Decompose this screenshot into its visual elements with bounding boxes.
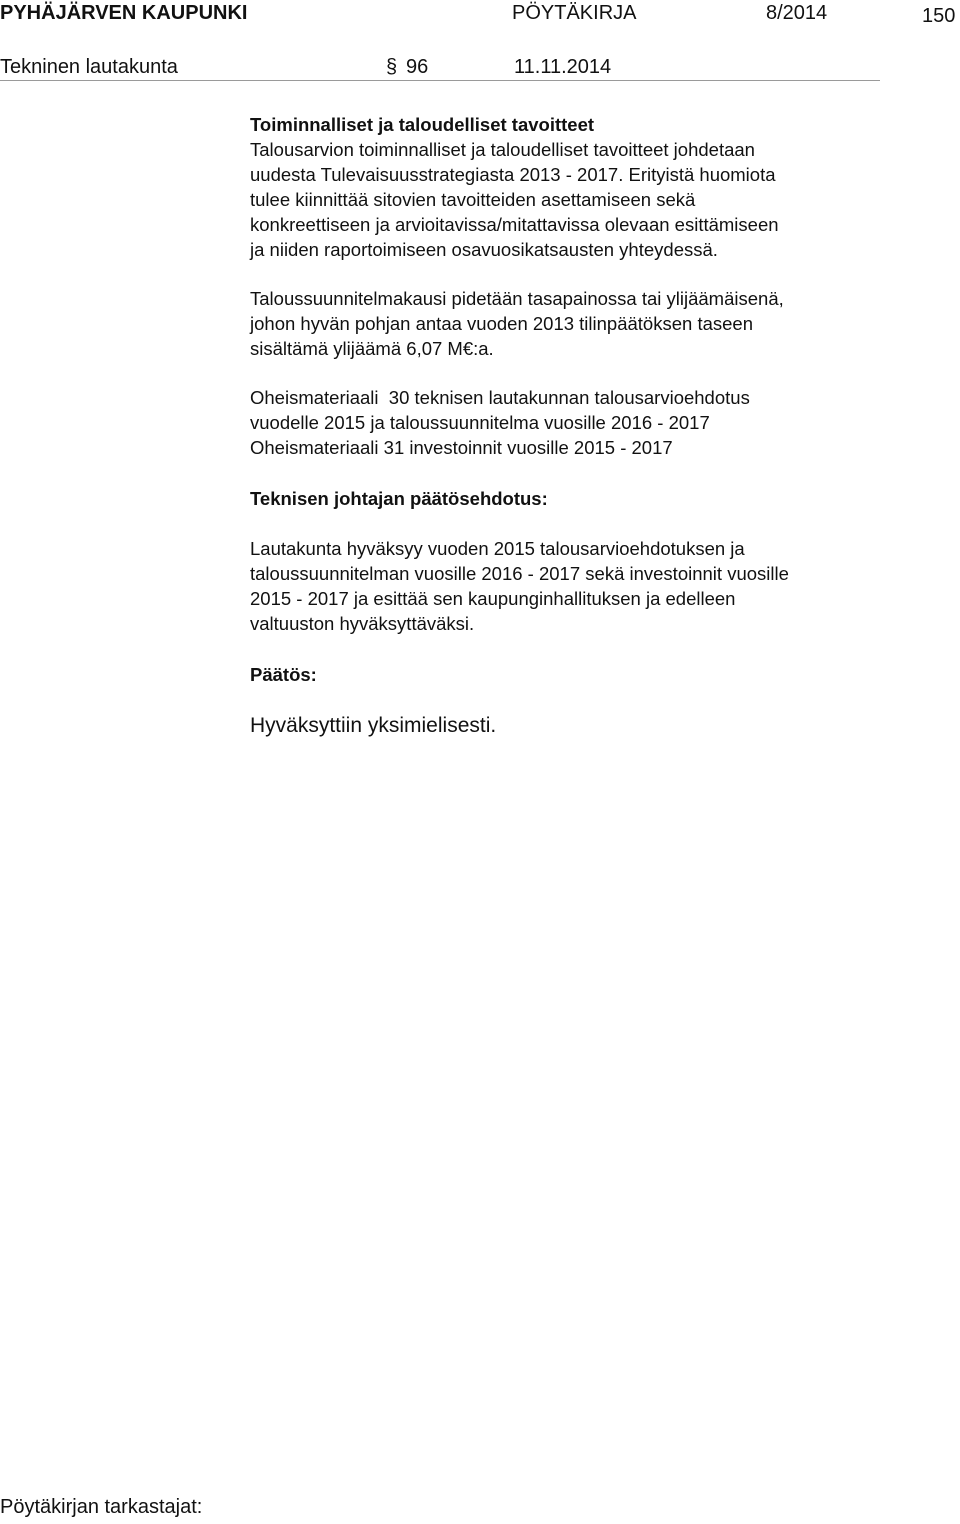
header-divider — [0, 80, 880, 81]
meeting-date: 11.11.2014 — [514, 56, 612, 78]
objectives-line: tulee kiinnittää sitovien tavoitteiden asettamiseen sekä — [250, 189, 696, 210]
balance-paragraph — [250, 286, 890, 361]
attachment-line: vuodelle 2015 ja taloussuunnitelma vuosille 2016 - 2017 — [250, 412, 710, 433]
reviewers-label: Pöytäkirjan tarkastajat: — [0, 1496, 203, 1518]
organization-name: PYHÄJÄRVEN KAUPUNKI — [0, 2, 248, 24]
balance-line: sisältämä ylijäämä 6,07 M€:a. — [250, 338, 494, 359]
objectives-section — [250, 112, 890, 262]
proposal-line: 2015 - 2017 ja esittää sen kaupunginhallituksen ja edelleen — [250, 588, 736, 609]
issue-number: 8/2014 — [766, 2, 828, 24]
attachment-line: Oheismateriaali 31 investoinnit vuosille 2015 - 2017 — [250, 437, 673, 458]
objectives-line: Talousarvion toiminnalliset ja taloudelliset tavoitteet johdetaan — [250, 139, 755, 160]
section-number: 96 — [406, 56, 429, 78]
section-symbol: § — [386, 56, 398, 78]
objectives-line: uudesta Tulevaisuusstrategiasta 2013 - 2017. Erityistä huomiota — [250, 164, 776, 185]
balance-line: Taloussuunnitelmakausi pidetään tasapainossa tai ylijäämäisenä, — [250, 288, 784, 309]
attachments-paragraph — [250, 385, 890, 460]
proposal-line: taloussuunnitelman vuosille 2016 - 2017 sekä investoinnit vuosille — [250, 563, 789, 584]
proposal-paragraph — [250, 536, 890, 636]
decision-text: Hyväksyttiin yksimielisesti. — [250, 714, 497, 737]
objectives-line: konkreettiseen ja arvioitavissa/mitattavissa olevaan esittämiseen — [250, 214, 779, 235]
objectives-line: ja niiden raportoimiseen osavuosikatsausten yhteydessä. — [250, 239, 718, 260]
attachment-line: Oheismateriaali 30 teknisen lautakunnan talousarvioehdotus — [250, 387, 750, 408]
decision-heading: Päätös: — [250, 664, 317, 685]
committee-name: Tekninen lautakunta — [0, 56, 178, 78]
document-type: PÖYTÄKIRJA — [512, 2, 637, 24]
proposal-heading: Teknisen johtajan päätösehdotus: — [250, 488, 548, 509]
proposal-line: Lautakunta hyväksyy vuoden 2015 talousarvioehdotuksen ja — [250, 538, 745, 559]
objectives-heading: Toiminnalliset ja taloudelliset tavoitteet — [250, 114, 595, 135]
page-number: 150 — [922, 5, 956, 27]
proposal-line: valtuuston hyväksyttäväksi. — [250, 613, 475, 634]
balance-line: johon hyvän pohjan antaa vuoden 2013 tilinpäätöksen taseen — [250, 313, 753, 334]
